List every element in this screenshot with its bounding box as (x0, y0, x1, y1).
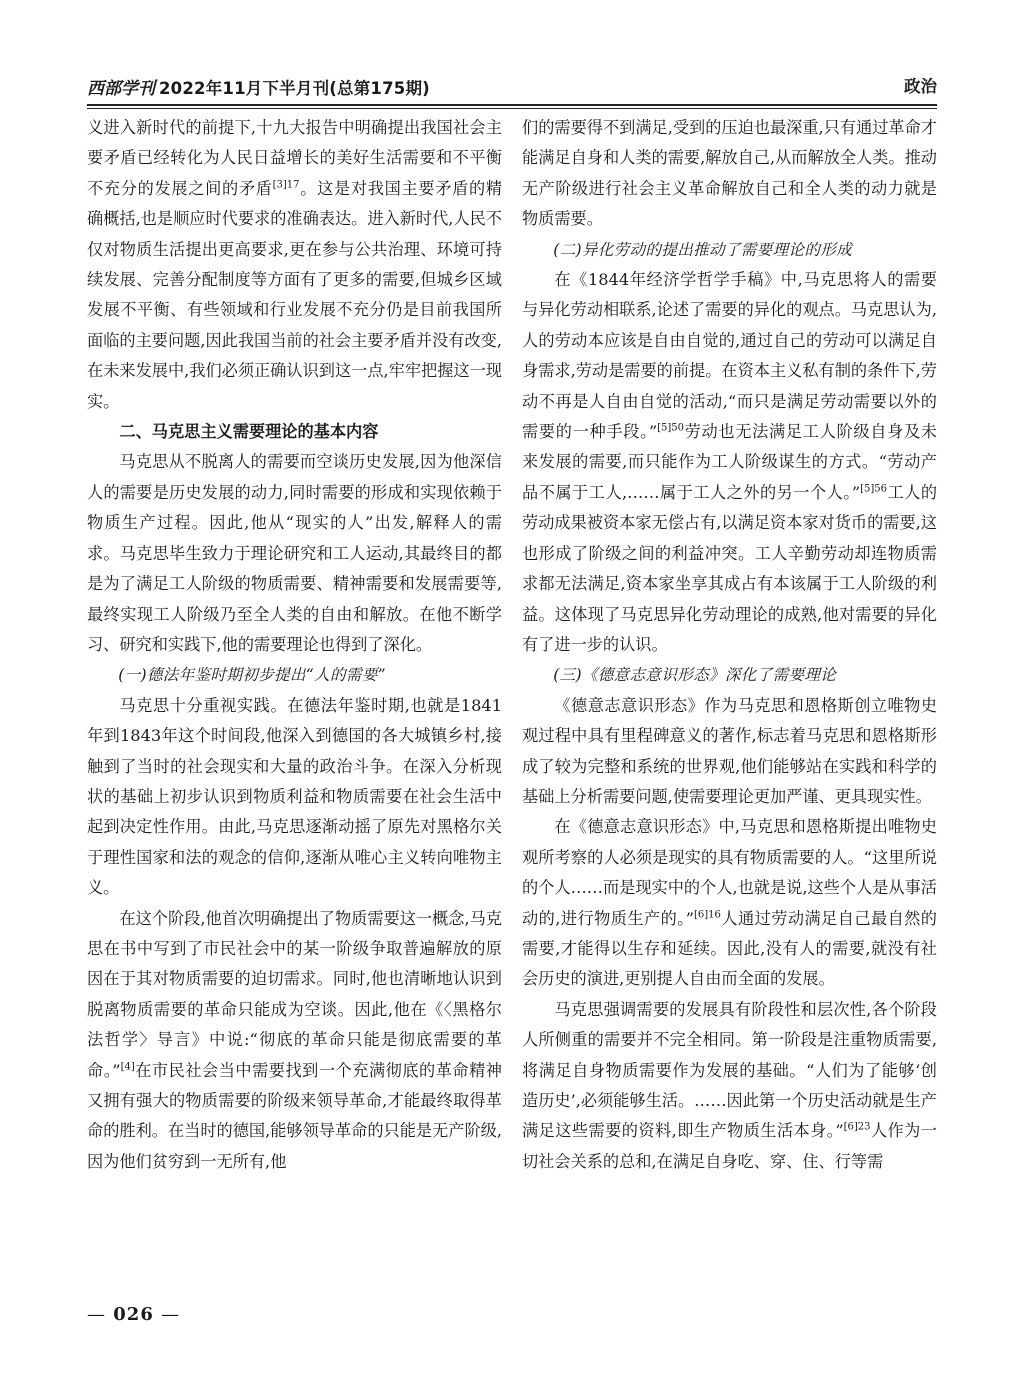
paragraph: 在《德意志意识形态》中,马克思和恩格斯提出唯物史观所考察的人必须是现实的具有物质需要的人。“这里所说的个人……而是现实中的个人,也就是说,这些个人是从事活动的,进行物质生产的。”$^{[6]16}$人通过劳动满足自己最自然的需要,才能得以生存和延续。因此,没有人的需要,就没有社会历史的演进,更别提人自由而全面的发展。 (522, 817, 937, 989)
section-heading: 二、马克思主义需要理论的基本内容 (119, 422, 379, 442)
subsection-heading: (二)异化劳动的提出推动了需要理论的形成 (553, 240, 853, 259)
issue-info: 2022年11月下半月刊(总第175期) (159, 79, 430, 98)
citation: [5]50 (657, 422, 684, 434)
paragraph: 《德意志意识形态》作为马克思和恩格斯创立唯物史观过程中具有里程碑意义的著作,标志着马克思和恩格斯形成了较为完整和系统的世界观,他们能够站在实践和科学的基础上分析需要问题,使需要理论更加严谨、更具现实性。 (522, 695, 937, 806)
page-number: 026 (113, 1304, 154, 1325)
page-footer (87, 1304, 180, 1325)
citation: [6]16 (694, 909, 721, 921)
citation: [4] (120, 1061, 135, 1073)
paragraph: 义进入新时代的前提下,十九大报告中明确提出我国社会主要矛盾已经转化为人民日益增长的美好生活需要和不平衡不充分的发展之间的矛盾$^{[3]17}$。这是对我国主要矛盾的精确概括,也是顺应时代要求的准确表达。进入新时代,人民不仅对物质生活提出更高要求,更在参与公共治理、环境可持续发展、完善分配制度等方面有了更多的需要,但城乡区域发展不平衡、有些领域和行业发展不充分仍是目前我国所面临的主要问题,因此我国当前的社会主要矛盾并没有改变,在未来发展中,我们必须正确认识到这一点,牢牢把握这一现实。 (87, 118, 502, 411)
journal-logo: 西部学刊 (87, 79, 155, 99)
citation: [6]23 (843, 1122, 871, 1134)
page-header (87, 70, 937, 102)
citation: [3]17 (272, 179, 300, 191)
journal-issue (87, 74, 430, 99)
footer-dash-right: — (161, 1304, 181, 1325)
section-name: 政治 (904, 77, 937, 96)
left-column (87, 113, 502, 1298)
paragraph: 在《1844年经济学哲学手稿》中,马克思将人的需要与异化劳动相联系,论述了需要的异化的观点。马克思认为,人的劳动本应该是自由自觉的,通过自己的劳动可以满足自身需求,劳动是需要的前提。在资本主义私有制的条件下,劳动不再是人自由自觉的活动,“而只是满足劳动需要以外的需要的一种手段。”$^{[5]50}$劳动也无法满足工人阶级自身及未来发展的需要,而只能作为工人阶级谋生的方式。“劳动产品不属于工人,……属于工人之外的另一个人。”$^{[5]56}$工人的劳动成果被资本家无偿占有,以满足资本家对货币的需要,这也形成了阶级之间的利益冲突。工人辛勤劳动却连物质需求都无法满足,资本家坐享其成占有本该属于工人阶级的利益。这体现了马克思异化劳动理论的成熟,他对需要的异化有了进一步的认识。 (522, 270, 937, 654)
header-rule (87, 104, 937, 106)
subsection-heading: (三)《德意志意识形态》深化了需要理论 (553, 666, 837, 685)
paragraph: 在这个阶段,他首次明确提出了物质需要这一概念,马克思在书中写到了市民社会中的某一阶级争取普遍解放的原因在于其对物质需要的迫切需求。同时,他也清晰地认识到脱离物质需要的革命只能成为空谈。因此,他在《〈黑格尔法哲学〉导言》中说:“彻底的革命只能是彻底需要的革命。”[4]在市民社会当中需要找到一个充满彻底的革命精神又拥有强大的物质需要的阶级来领导革命,才能最终取得革命的胜利。在当时的德国,能够领导革命的只能是无产阶级,因为他们贫穷到一无所有,他 (87, 908, 502, 1171)
paragraph: 马克思十分重视实践。在德法年鉴时期,也就是1841年到1843年这个时间段,他深入到德国的各大城镇乡村,接触到了当时的社会现实和大量的政治斗争。在深入分析现状的基础上初步认识到物质利益和物质需要在社会生活中起到决定性作用。由此,马克思逐渐动摇了原先对黑格尔关于理性国家和法的观念的信仰,逐渐从唯心主义转向唯物主义。 (87, 695, 502, 898)
right-column (522, 113, 937, 1298)
paragraph: 马克思强调需要的发展具有阶段性和层次性,各个阶段人所侧重的需要并不完全相同。第一阶段是注重物质需要,将满足自身物质需要作为发展的基础。“人们为了能够‘创造历史’,必须能够生活。……因此第一个历史活动就是生产满足这些需要的资料,即生产物质生活本身。”$^{[6]23}$人作为一切社会关系的总和,在满足自身吃、穿、住、行等需 (522, 999, 937, 1171)
citation: [5]56 (860, 483, 888, 495)
footer-dash-left: — (87, 1304, 106, 1325)
paragraph: 们的需要得不到满足,受到的压迫也最深重,只有通过革命才能满足自身和人类的需要,解放自己,从而解放全人类。推动无产阶级进行社会主义革命解放自己和全人类的动力就是物质需要。 (522, 118, 937, 229)
subsection-heading: (一)德法年鉴时期初步提出“人的需要” (118, 666, 386, 685)
paragraph: 马克思从不脱离人的需要而空谈历史发展,因为他深信人的需要是历史发展的动力,同时需要的形成和实现依赖于物质生产过程。因此,他从“现实的人”出发,解释人的需求。马克思毕生致力于理论研究和工人运动,其最终目的都是为了满足工人阶级的物质需要、精神需要和发展需要等,最终实现工人阶级乃至全人类的自由和解放。在他不断学习、研究和实践下,他的需要理论也得到了深化。 (87, 452, 502, 654)
header-rule-thin (87, 108, 937, 109)
